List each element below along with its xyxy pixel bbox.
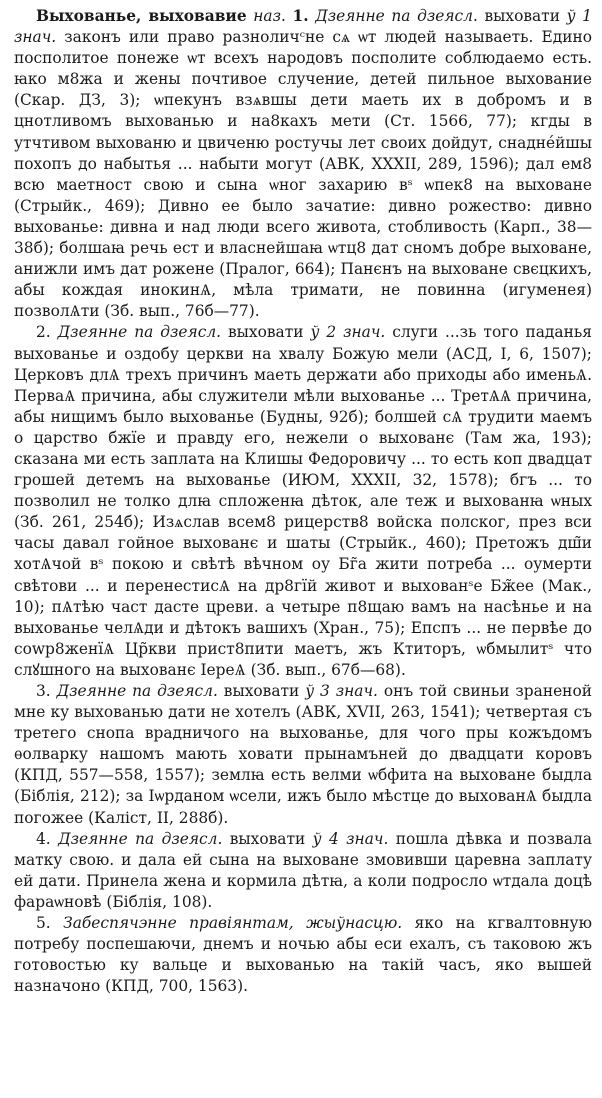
sense-4-ref-sense: ў 4 знач. (312, 829, 389, 848)
part-of-speech: наз. (253, 7, 286, 25)
sense-4-ref-word: выховати (229, 829, 306, 848)
sense-1-text: законъ или право разноличᶜне сѧ ѡт людей называеть. Едино посполитое понеже ѡт всехъ народовъ посполите соблюдаемо есть. ꙗко м8жа и жены почтивое случение, детей пильное выхование (Скар. ДЗ, 3); ѡпекунъ взѧвшы дети маеть их в добромъ и в цнотливомъ выхованью и на8кахъ мети (Ст. 1566, 77); кгды в утчтивом выхованю и цвиченю ростучы лет своих дойдут, снадне́йшы похопъ до набытья ... набыти могут (АВК, XXXII, 289, 1596); дал ем8 всю маетност свою и сына ѡног захарию вˢ ѡпек8 на выховане (Стрыйк., 469); Дивно ее было зачатие: дивно рожество: дивно выхованье: дивна и над люди всего живота, стобливость (Карп., 38—38б); болшаꙗ речь ест и власнейшаꙗ ѡтц8 дат сномъ добре выховане, анижли имъ дат рожене (Пралог, 664); Панєнъ на выховане свєцкихъ, абы кождая инокинѦ, мѣла тримати, не повинна (игуменея) позволѦти (Зб. вып., 76б—77). (14, 28, 592, 321)
sense-3-text: онъ той свиньи зраненой мне ку выхованью дати не хотелъ (АВК, XVII, 263, 1541); четвертая съ третего снопа врадничого на выхованье, для чого пры кожъдомъ ѳолварку нашомъ мають ховати прынамъней до двадцати коровъ (КПД, 557—558, 1557); землꙗ есть велми ѡбфита на выховане быдла (Біблія, 212); за Іѡрданом ѡсели, ижъ было мѣстце до выхованѦ быдла погожее (Каліст, II, 288б). (14, 682, 592, 827)
sense-5-number: 5. (36, 914, 51, 933)
sense-2-ref-sense: ў 2 знач. (310, 323, 386, 342)
entry-sense-4 (14, 829, 592, 913)
sense-1-ref-word: выховати (484, 7, 560, 25)
sense-2-definition: Дзеянне па дзеясл. (57, 323, 222, 342)
sense-3-definition: Дзеянне па дзеясл. (56, 682, 218, 700)
sense-1-definition: Дзеянне па дзеясл. (315, 7, 478, 25)
entry-sense-1 (14, 6, 592, 322)
sense-4-number: 4. (36, 829, 51, 848)
sense-3-ref-sense: ў 3 знач. (305, 682, 378, 700)
sense-2-text: слуги ...зь того паданья выхованье и оздобу церкви на хвалу Божую мели (АСД, I, 6, 1507); Церковъ длѦ трехъ причинъ маеть держати або приходы або именьѦ. ПерваѦ причина, абы служители мѣли выхованье ... ТретѦѦ причина, абы нищимъ было выхованье (Будны, 92б); болшей сѦ трудити маемъ о царство бжїе и правду его, нежели о выхованє (Там жа, 193); сказана ми есть заплата на Клишы Федоровичу ... то есть коп двадцат грошей детемъ на выхованье (ИЮМ, XXXII, 32, 1578); бгъ ... то позволил не толко длꙗ спложенꙗ дѣток, але теж и выхованꙗ ѡных (Зб. 261, 254б); Изѧслав всем8 рицерств8 войска полског, през вси часы давал гойное выхованє и шаты (Стрыйк., 460); Претожъ дш̃и хотѦчой вˢ покою и свѣтѣ вѣчном оу Бг̃а жити потреба ... оумерти свѣтови ... и перенестисѦ на др8гїй живот и выхованˢе Бж̃ее (Мак., 10); пѦтѣю част дасте цреви. а четыре п8щаю вамъ на насѣнье и на выхованье челѦди и дѣтокъ вашихъ (Хран., 75); Епспъ ... не первѣе до соwр8женїѦ Цр̃кви прист8пити маетъ, жъ Ктиторъ, ѡбмылитˢ что слꙋшного на выхованє ІереѦ (Зб. вып., 67б—68). (14, 323, 592, 679)
sense-3-ref-word: выховати (223, 682, 300, 700)
sense-2-ref-word: выховати (228, 323, 304, 342)
sense-3-number: 3. (36, 682, 51, 700)
sense-4-text: пошла дѣвка и позвала матку свою. и дала ей сына на выховане змовивши царевна заплату ей дати. Принела жена и кормила дѣтꙗ, а коли подросло ѡтдала доцѣ фараѡновѣ (Біблія, 108). (14, 829, 592, 911)
headword: Выхованье, выховавие (36, 7, 247, 25)
sense-1-number: 1. (292, 7, 309, 25)
sense-4-definition: Дзеянне па дзеясл. (58, 829, 223, 848)
sense-5-definition: Забеспячэнне правіянтам, жыўнасцю. (63, 914, 403, 933)
entry-sense-3 (14, 681, 592, 829)
sense-1-ref-sense: ў 1 знач. (14, 7, 592, 47)
sense-5-text: яко на кгвалтовную потребу поспешаючи, днемъ и ночью абы еси ехалъ, съ таковою жъ готовостью ку вальце и выхованью на такій часъ, яко вышей назначоно (КПД, 700, 1563). (14, 914, 592, 996)
entry-sense-5 (14, 913, 592, 997)
entry-sense-2 (14, 322, 592, 681)
sense-2-number: 2. (36, 323, 51, 342)
